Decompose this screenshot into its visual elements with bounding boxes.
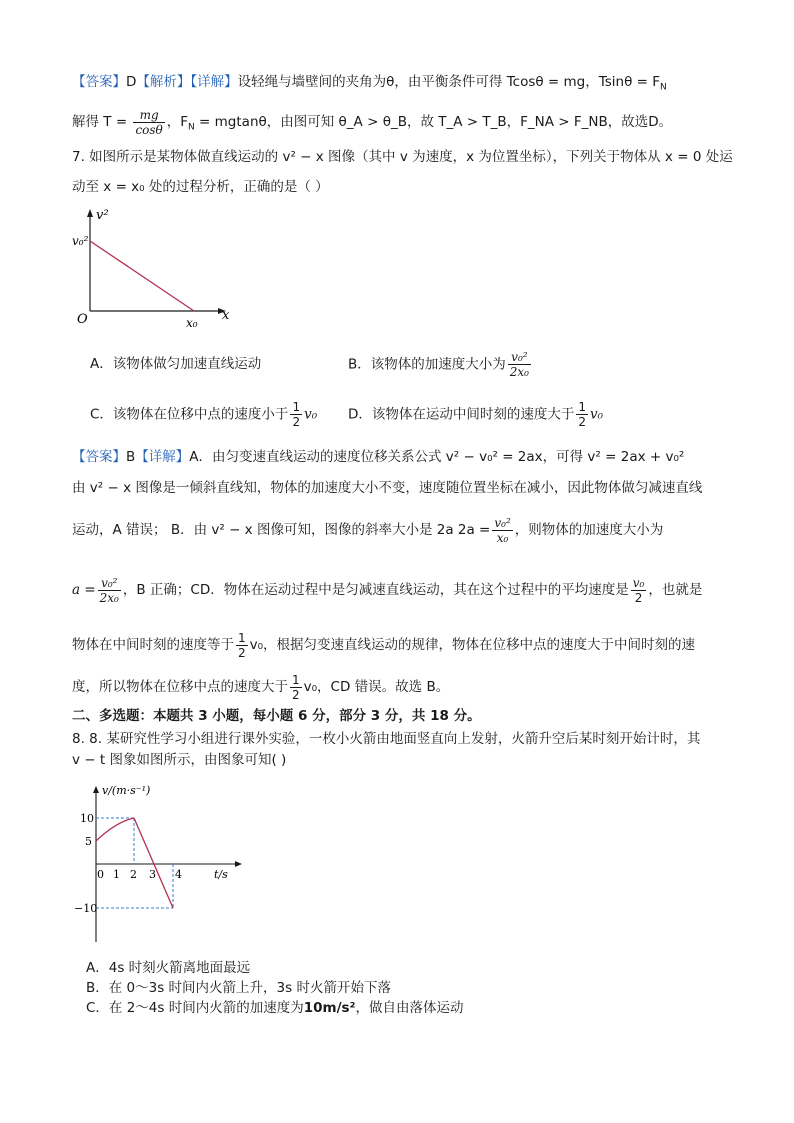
answer6-sub2: N — [188, 122, 195, 133]
answer7-line3: 运动，A 错误； B．由 v² − x 图像可知，图像的斜率大小是 2a 2a = $\frac{\text{v₀²}}{\text{x₀}}$ ，则物体的加速度大小为 — [72, 515, 664, 545]
v-axis-label: v/(m·s⁻¹) — [102, 784, 151, 797]
v-t-graph — [74, 780, 250, 950]
analysis-tag: 【解析】 — [136, 74, 191, 90]
question8-line2: v − t 图象如图所示，由图象可知( ) — [72, 752, 287, 768]
option8-b[interactable]: B．在 0～3s 时间内火箭上升，3s 时火箭开始下落 — [86, 980, 391, 996]
answer7-tag: 【答案】 — [72, 449, 126, 465]
x-tick-0: 0 — [97, 868, 104, 881]
option7-c[interactable]: C．该物体在位移中点的速度小于 $\frac{1}{2}$ v₀ — [90, 400, 318, 429]
answer7-line1 — [72, 447, 732, 467]
option8-a[interactable]: A．4s 时刻火箭离地面最远 — [86, 960, 251, 976]
answer6-solve: 解得 T = — [72, 114, 128, 130]
origin-label: O — [77, 312, 88, 327]
answer-choice: D — [126, 74, 137, 90]
answer7-text1: A．由匀变速直线运动的速度位移关系公式 v² − v₀² = 2ax，可得 v² = 2ax + v₀² — [189, 449, 685, 465]
v2-x-line — [90, 241, 194, 311]
v-t-curve — [96, 818, 134, 841]
question8-line1: 8. 8. 某研究性学习小组进行课外实验，一枚小火箭由地面竖直向上发射，火箭升空后某时刻开始计时，其 — [72, 731, 701, 747]
y-tick-neg10: −10 — [74, 902, 98, 915]
x-tick-3: 3 — [149, 868, 156, 881]
answer7-line6: 度，所以物体在位移中点的速度大于 $\frac{1}{2}$ v₀，CD 错误。故选 B。 — [72, 672, 450, 702]
fraction-slope: $\frac{\text{v₀²}}{\text{x₀}}$ — [494, 515, 511, 545]
t-axis-label: t/s — [214, 868, 228, 881]
v-t-line — [134, 818, 173, 908]
y-axis-label: v² — [96, 208, 109, 223]
answer7-choice: B — [126, 449, 136, 465]
answer7-line4: a = $\frac{\text{v₀²}}{\text{2x₀}}$ ，B 正确；CD．物体在运动过程中是匀减速直线运动，其在这个过程中的平均速度是 $\frac{\text{v₀}}{2}$ ，也就是 — [72, 575, 703, 605]
option7-a[interactable]: A．该物体做匀加速直线运动 — [90, 356, 262, 372]
x-tick-x0: x₀ — [186, 316, 198, 330]
section2-heading: 二、多选题：本题共 3 小题，每小题 6 分，部分 3 分，共 18 分。 — [72, 708, 481, 724]
question7-line1: 7. 如图所示是某物体做直线运动的 v² − x 图像（其中 v 为速度，x 为位置坐标），下列关于物体从 x = 0 处运 — [72, 149, 733, 165]
x-tick-4: 4 — [175, 868, 182, 881]
answer6-rest: = mgtanθ，由图可知 θ_A > θ_B，故 T_A > T_B，F_NA > F_NB，故选D。 — [194, 114, 673, 130]
answer6-sub1: N — [660, 82, 667, 93]
answer7-line2: 由 v² − x 图像是一倾斜直线知，物体的加速度大小不变，速度随位置坐标在减小，因此物体做匀减速直线 — [72, 480, 703, 496]
y-tick-5: 5 — [85, 835, 92, 848]
fraction-acceleration: $\frac{\text{v₀²}}{\text{2x₀}}$ — [99, 575, 119, 605]
answer6-line2 — [72, 104, 732, 146]
option7-b[interactable]: B．该物体的加速度大小为 $\frac{\text{v₀²}}{\text{2x₀}}$ — [348, 350, 529, 379]
y-tick-v0sq: v₀² — [72, 234, 89, 248]
x-tick-1: 1 — [113, 868, 120, 881]
answer-tag: 【答案】 — [72, 74, 126, 90]
detail-tag: 【详解】 — [190, 74, 238, 90]
answer7-line5: 物体在中间时刻的速度等于 $\frac{1}{2}$ v₀，根据匀变速直线运动的规律，物体在位移中点的速度大于中间时刻的速 — [72, 630, 696, 660]
fraction-average-speed: $\frac{\text{v₀}}{2}$ — [632, 575, 645, 605]
answer7-detail-tag: 【详解】 — [135, 449, 190, 465]
option7-d[interactable]: D．该物体在运动中间时刻的速度大于 $\frac{1}{2}$ v₀ — [348, 400, 604, 429]
y-tick-10: 10 — [80, 812, 94, 825]
v2-x-graph — [72, 205, 252, 335]
answer6-line1 — [72, 72, 732, 98]
x-tick-2: 2 — [130, 868, 137, 881]
question7-line2: 动至 x = x₀ 处的过程分析，正确的是（ ） — [72, 179, 329, 195]
answer6-text2: ，F — [166, 114, 189, 130]
fraction-mg-cos: $\frac{mg}{\cos\theta}$ — [135, 107, 163, 137]
option8-c[interactable]: C．在 2～4s 时间内火箭的加速度为10m/s²，做自由落体运动 — [86, 1000, 464, 1016]
x-axis-label: x — [222, 308, 230, 323]
answer6-text1: 设轻绳与墙壁间的夹角为θ，由平衡条件可得 Tcosθ = mg，Tsinθ = F — [237, 74, 661, 90]
